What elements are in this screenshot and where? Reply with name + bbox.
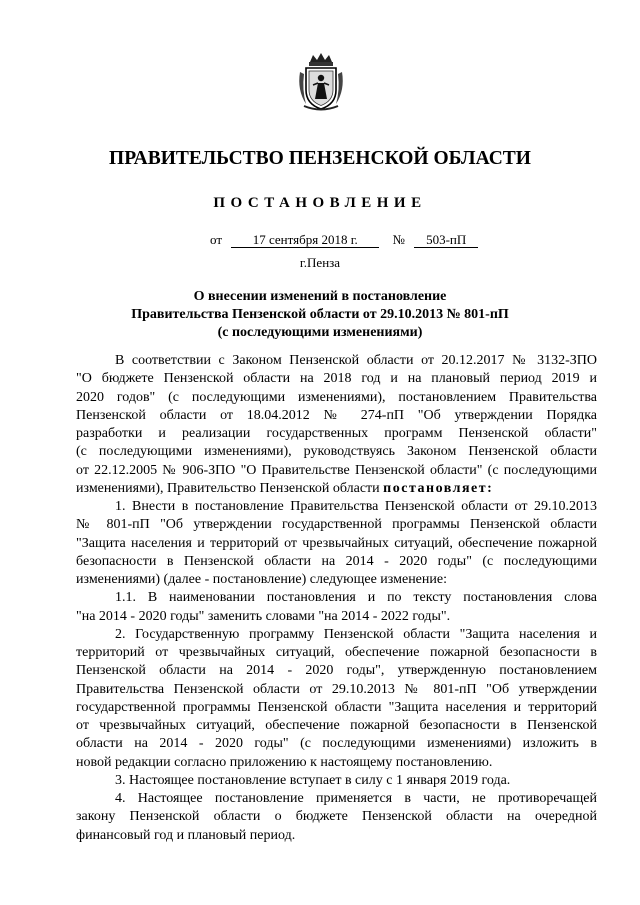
body-line: области на 2014 - 2020 годы" (с последующими изменениями) изложить в: [76, 736, 597, 752]
body-line: от чрезвычайных ситуаций, обеспечение пожарной безопасности в Пензенской: [76, 718, 597, 733]
body-line: 1.1. В наименовании постановления и по тексту постановления слова: [115, 590, 597, 606]
body-line-text: изменениями), Правительство Пензенской области: [76, 480, 380, 496]
title-line: (с последующими изменениями): [217, 325, 423, 340]
number-sign: №: [392, 232, 405, 247]
body-line: 4. Настоящее постановление применяется в части, не противоречащей: [115, 791, 597, 806]
body-line: государственной программы Пензенской области "Защита населения и территорий: [76, 699, 597, 715]
body-line: (с последующими изменениями), руководствуясь Законом Пензенской области: [76, 444, 597, 460]
body-line: изменениями) (далее - постановление) следующее изменение:: [76, 572, 447, 587]
body-line: безопасности в Пензенской области на 2014 - 2020 годы" (с последующими: [76, 553, 597, 569]
body-line: "на 2014 - 2020 годы" заменить словами "на 2014 - 2022 годы".: [76, 608, 451, 624]
date-number-line: [210, 232, 478, 248]
government-name: ПРАВИТЕЛЬСТВО ПЕНЗЕНСКОЙ ОБЛАСТИ: [109, 148, 531, 169]
document-date: 17 сентября 2018 г.: [231, 233, 379, 248]
title-line: Правительства Пензенской области от 29.10.2013 № 801-пП: [131, 307, 509, 322]
body-line: от 22.12.2005 № 906-ЗПО "О Правительстве Пензенской области" (с последующими: [76, 462, 597, 478]
body-line: 3. Настоящее постановление вступает в силу с 1 января 2019 года.: [115, 772, 511, 788]
document-type: ПОСТАНОВЛЕНИЕ: [213, 195, 427, 211]
document-body: [76, 352, 597, 845]
body-line: "О бюджете Пензенской области на 2018 год и на плановый период 2019 и: [76, 371, 597, 387]
body-line: 2. Государственную программу Пензенской области "Защита населения и: [115, 626, 597, 642]
body-line: Пензенской области от 18.04.2012 № 274-пП "Об утверждении Порядка: [76, 407, 597, 423]
body-line: разработки и реализации государственных программ Пензенской области": [76, 426, 597, 441]
date-prefix: от: [210, 232, 223, 247]
body-line: новой редакции согласно приложению к настоящему постановлению.: [76, 754, 493, 770]
body-line: Правительства Пензенской области от 29.10.2013 № 801-пП "Об утверждении: [76, 681, 597, 697]
body-line: 2020 годов" (с последующими изменениями), постановлением Правительства: [76, 389, 597, 405]
body-line: "Защита населения и территорий от чрезвычайных ситуаций, обеспечение пожарной: [76, 535, 597, 551]
decree-word: постановляет:: [383, 480, 494, 496]
document-title: [0, 288, 640, 342]
title-line: О внесении изменений в постановление: [193, 289, 447, 304]
body-line: 1. Внести в постановление Правительства Пензенской области от 29.10.2013: [115, 499, 597, 514]
body-line: Пензенской области на 2014 - 2020 годы", утвержденную постановлением: [76, 663, 597, 679]
coat-of-arms-emblem: [296, 52, 346, 112]
body-line: финансовый год и плановый период.: [76, 827, 296, 843]
document-number: 503-пП: [414, 233, 478, 248]
body-line: № 801-пП "Об утверждении государственной программы Пензенской области: [76, 517, 597, 533]
body-line: территорий от чрезвычайных ситуаций, обеспечение пожарной безопасности в: [76, 645, 597, 660]
body-line: В соответствии с Законом Пензенской области от 20.12.2017 № 3132-ЗПО: [115, 353, 597, 368]
body-line: [76, 480, 597, 498]
city-name: г.Пенза: [299, 255, 341, 270]
body-line: закону Пензенской области о бюджете Пензенской области на очередной: [76, 809, 597, 825]
